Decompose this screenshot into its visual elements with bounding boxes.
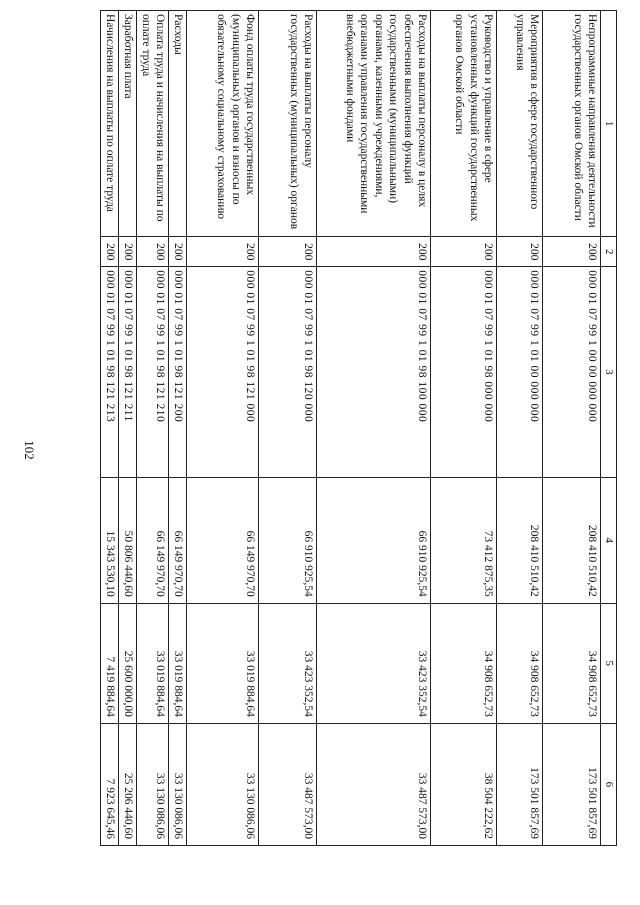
header-col-5: 5 <box>601 603 617 723</box>
table-row <box>543 11 601 846</box>
row-name: Фонд оплаты труда государственных (муниципальных) органов и взносы по обязательному социальному страхованию <box>187 11 259 237</box>
row-value-col5: 33 019 884,64 <box>137 603 169 723</box>
row-value-col4: 50 806 440,60 <box>119 477 137 603</box>
row-name: Руководство и управление в сфере установленных функций государственных органов Омской области <box>431 11 497 237</box>
row-grbs: 200 <box>259 237 317 267</box>
row-name: Непрограммные направления деятельности государственных органов Омской области <box>543 11 601 237</box>
table-row <box>101 11 119 846</box>
row-name: Заработная плата <box>119 11 137 237</box>
row-name: Расходы на выплаты персоналу в целях обеспечения выполнения функций государственными (муниципальными) органами, казенными учреждениями, органами управления государственными внебюджетными фондами <box>317 11 431 237</box>
header-col-6: 6 <box>601 723 617 845</box>
row-code: 000 01 07 99 1 01 98 000 000 <box>431 267 497 477</box>
row-value-col5: 33 423 352,54 <box>317 603 431 723</box>
table-row <box>431 11 497 846</box>
row-value-col6: 25 206 440,60 <box>119 723 137 845</box>
row-grbs: 200 <box>119 237 137 267</box>
row-value-col4: 66 910 925,54 <box>317 477 431 603</box>
row-code: 000 01 07 99 1 01 98 121 210 <box>137 267 169 477</box>
row-value-col4: 66 149 970,70 <box>187 477 259 603</box>
row-grbs: 200 <box>169 237 187 267</box>
row-value-col4: 66 910 925,54 <box>259 477 317 603</box>
row-code: 000 01 07 99 1 01 98 120 000 <box>259 267 317 477</box>
row-code: 000 01 07 99 1 01 98 100 000 <box>317 267 431 477</box>
row-value-col6: 33 487 573,00 <box>259 723 317 845</box>
row-code: 000 01 07 99 1 01 98 121 000 <box>187 267 259 477</box>
row-value-col4: 73 412 875,35 <box>431 477 497 603</box>
row-grbs: 200 <box>317 237 431 267</box>
table-row <box>119 11 137 846</box>
header-col-3: 3 <box>601 267 617 477</box>
row-value-col6: 38 504 222,62 <box>431 723 497 845</box>
row-name: Начисления на выплаты по оплате труда <box>101 11 119 237</box>
table-row <box>497 11 543 846</box>
row-value-col6: 173 501 857,69 <box>543 723 601 845</box>
row-value-col6: 33 130 086,06 <box>187 723 259 845</box>
row-name: Мероприятия в сфере государственного управления <box>497 11 543 237</box>
row-name: Расходы <box>169 11 187 237</box>
row-value-col4: 66 149 970,70 <box>137 477 169 603</box>
header-col-4: 4 <box>601 477 617 603</box>
row-value-col5: 33 423 352,54 <box>259 603 317 723</box>
row-grbs: 200 <box>543 237 601 267</box>
row-grbs: 200 <box>497 237 543 267</box>
table-row <box>169 11 187 846</box>
row-value-col6: 33 130 086,06 <box>137 723 169 845</box>
table-row <box>187 11 259 846</box>
page-number: 102 <box>22 440 37 460</box>
row-value-col6: 33 130 086,06 <box>169 723 187 845</box>
row-value-col5: 33 019 884,64 <box>187 603 259 723</box>
row-grbs: 200 <box>431 237 497 267</box>
row-code: 000 01 07 99 1 01 00 000 000 <box>497 267 543 477</box>
row-name: Оплата труда и начисления на выплаты по оплате труда <box>137 11 169 237</box>
budget-table-wrapper <box>43 10 617 846</box>
row-value-col5: 25 600 000,00 <box>119 603 137 723</box>
row-value-col5: 34 908 652,73 <box>431 603 497 723</box>
header-row <box>601 11 617 846</box>
table-row <box>137 11 169 846</box>
table-row <box>317 11 431 846</box>
row-code: 000 01 07 99 1 01 98 121 211 <box>119 267 137 477</box>
budget-table <box>101 10 618 846</box>
rotated-table-area <box>43 10 617 846</box>
row-value-col4: 66 149 970,70 <box>169 477 187 603</box>
row-grbs: 200 <box>187 237 259 267</box>
header-col-2: 2 <box>601 237 617 267</box>
row-value-col4: 208 410 510,42 <box>497 477 543 603</box>
row-value-col5: 34 908 652,73 <box>543 603 601 723</box>
row-value-col4: 15 343 530,10 <box>101 477 119 603</box>
row-value-col6: 33 487 573,00 <box>317 723 431 845</box>
row-value-col5: 7 419 884,64 <box>101 603 119 723</box>
table-row <box>259 11 317 846</box>
row-value-col6: 7 923 645,46 <box>101 723 119 845</box>
row-value-col6: 173 501 857,69 <box>497 723 543 845</box>
row-code: 000 01 07 99 1 01 98 121 213 <box>101 267 119 477</box>
row-value-col4: 208 410 510,42 <box>543 477 601 603</box>
row-code: 000 01 07 99 1 01 98 121 200 <box>169 267 187 477</box>
row-code: 000 01 07 99 1 00 00 000 000 <box>543 267 601 477</box>
row-value-col5: 34 908 652,73 <box>497 603 543 723</box>
header-col-1: 1 <box>601 11 617 237</box>
row-grbs: 200 <box>137 237 169 267</box>
row-value-col5: 33 019 884,64 <box>169 603 187 723</box>
row-grbs: 200 <box>101 237 119 267</box>
row-name: Расходы на выплаты персоналу государственных (муниципальных) органов <box>259 11 317 237</box>
